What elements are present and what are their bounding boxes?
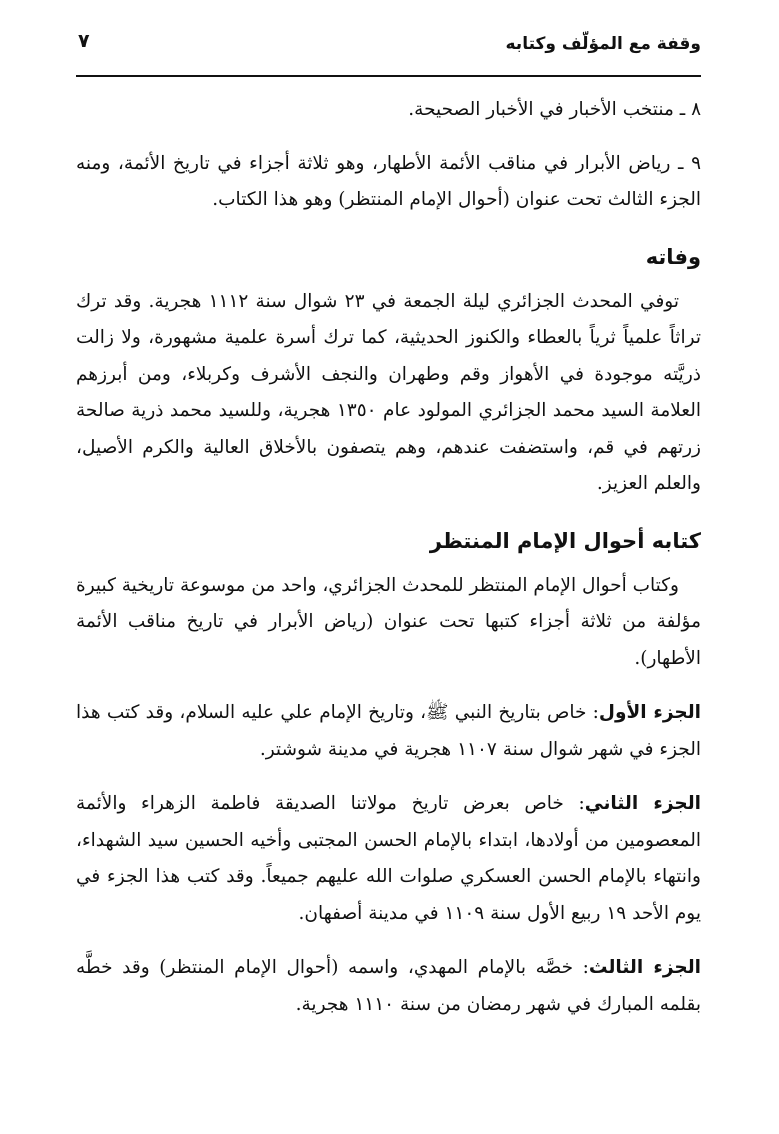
list-item-9: ٩ ـ رياض الأبرار في مناقب الأئمة الأطهار، وهو ثلاثة أجزاء في تاريخ الأئمة، ومنه الجزء الثالث تحت عنوان (أحوال الإمام المنتظر) وهو هذا الكتاب. [76,152,701,210]
death-heading: وفاته [645,244,701,269]
part1-paragraph [76,695,701,768]
list-item-8: ٨ ـ منتخب الأخبار في الأخبار الصحيحة. [408,99,701,120]
death-paragraph: توفي المحدث الجزائري ليلة الجمعة في ٢٣ شوال سنة ١١١٢ هجرية. وقد ترك تراثاً علمياً ثرياً بالعطاء والكنوز الحديثية، كما ترك أسرة علمية مشهورة، ولا زالت ذريَّته موجودة في الأهواز وقم وطهران والنجف الأشرف وكربلاء، ومن أبرزهم العلامة السيد محمد الجزائري المولود عام ١٣٥٠ هجرية، وللسيد محمد ذرية صالحة زرتهم في قم، واستضفت عندهم، وهم يتصفون بالأخلاق العالية والكرم الأصيل، والعلم العزيز. [76,290,701,494]
part1-text: : خاص بتاريخ النبي ﷺ، وتاريخ الإمام علي عليه السلام، وقد كتب هذا الجزء في شهر شوال سنة ١١٠٧ هجرية في مدينة شوشتر. [76,702,701,760]
page-number: ٧ [78,30,90,52]
running-title: وقفة مع المؤلّف وكتابه [505,34,701,54]
page-content [76,92,701,1023]
header-rule [76,75,701,77]
page-header [76,28,701,64]
part3-text: : خصَّه بالإمام المهدي، واسمه (أحوال الإمام المنتظر) وقد خطَّه بقلمه المبارك في شهر رمضان من سنة ١١١٠ هجرية. [76,957,701,1015]
part2-paragraph [76,786,701,932]
book-heading: كتابه أحوال الإمام المنتظر [429,528,701,553]
part1-label: الجزء الأول [598,702,701,723]
book-page [76,0,701,1134]
part2-text: : خاص بعرض تاريخ مولاتنا الصديقة فاطمة الزهراء والأئمة المعصومين من أولادها، ابتداء بالإمام الحسن المجتبى وأخيه الحسين سيد الشهداء، وانتهاء بالإمام الحسن العسكري صلوات الله عليهم جميعاً. وقد كتب هذا الجزء في يوم الأحد ١٩ ربيع الأول سنة ١١٠٩ في مدينة أصفهان. [76,793,701,924]
part3-label: الجزء الثالث [588,957,701,978]
book-intro-paragraph: وكتاب أحوال الإمام المنتظر للمحدث الجزائري، واحد من موسوعة تاريخية كبيرة مؤلفة من ثلاثة أجزاء كتبها تحت عنوان (رياض الأبرار في تاريخ مناقب الأئمة الأطهار). [76,574,701,669]
part2-label: الجزء الثاني [584,793,701,814]
part3-paragraph [76,950,701,1023]
